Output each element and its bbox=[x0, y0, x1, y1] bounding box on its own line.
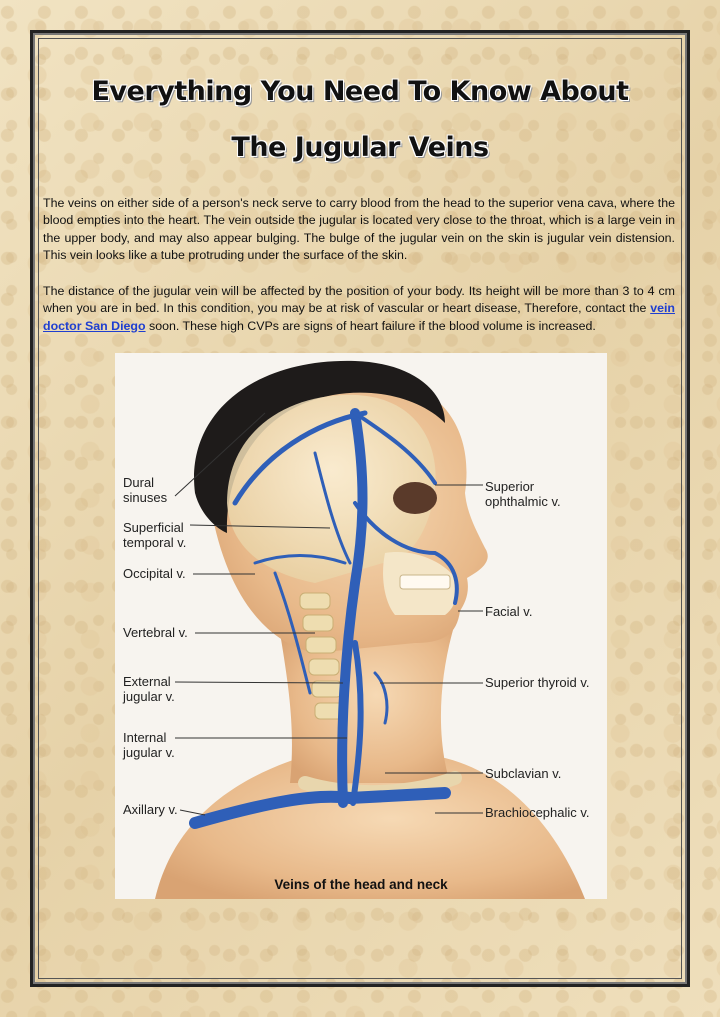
figure-caption: Veins of the head and neck bbox=[274, 877, 448, 892]
veins-illustration bbox=[115, 353, 607, 899]
label-occipital: Occipital v. bbox=[123, 566, 186, 581]
label-subclavian: Subclavian v. bbox=[485, 766, 562, 781]
label-superior-thyroid: Superior thyroid v. bbox=[485, 675, 590, 690]
label-axillary: Axillary v. bbox=[123, 802, 178, 817]
teeth-shape bbox=[400, 575, 450, 589]
title-line-2: The Jugular Veins bbox=[231, 132, 489, 163]
eye-socket-shape bbox=[393, 482, 437, 514]
label-facial: Facial v. bbox=[485, 604, 533, 619]
label-brachiocephalic: Brachiocephalic v. bbox=[485, 805, 590, 820]
body-paragraph bbox=[43, 283, 675, 335]
label-internal-jugular: Internal jugular v. bbox=[123, 730, 175, 760]
paragraph-text-after-link: soon. These high CVPs are signs of heart failure if the blood volume is increased. bbox=[145, 318, 596, 333]
title-line-1: Everything You Need To Know About bbox=[91, 76, 629, 107]
label-superficial-temporal: Superficial temporal v. bbox=[123, 520, 187, 550]
intro-paragraph: The veins on either side of a person's neck serve to carry blood from the head to the superior vena cava, where the blood empties into the heart. The vein outside the jugular is located very close to the throat, which is a large vein in the upper body, and may also appear bulging. The bulge of the jugular vein on the skin is jugular vein distension. This vein looks like a tube protruding under the surface of the skin. bbox=[43, 196, 675, 262]
page-title bbox=[40, 64, 680, 176]
paragraph-text-before-link: The distance of the jugular vein will be affected by the position of your body. Its height will be more than 3 to 4 cm when you are in bed. In this condition, you may be at risk of vascular or heart disease, Therefore, contact the bbox=[43, 284, 675, 316]
label-external-jugular: External jugular v. bbox=[123, 674, 175, 704]
vein-doctor-link[interactable]: vein doctor San Diego bbox=[43, 301, 675, 333]
label-superior-ophthalmic: Superior ophthalmic v. bbox=[485, 479, 561, 509]
label-vertebral: Vertebral v. bbox=[123, 625, 188, 640]
label-dural-sinuses: Dural sinuses bbox=[123, 475, 168, 505]
